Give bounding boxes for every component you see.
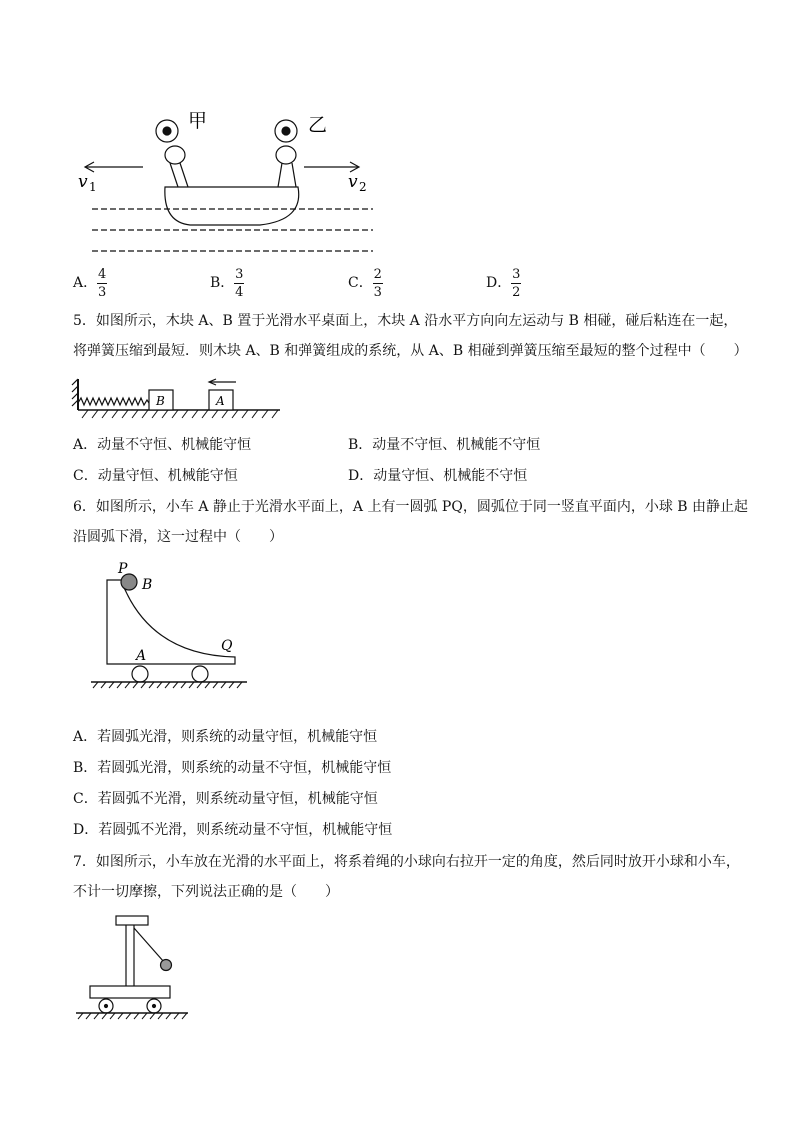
fraction: $\frac{2}{3}$ xyxy=(373,266,382,300)
pole-cap xyxy=(116,916,148,925)
q6-cart-arc-figure xyxy=(85,560,255,692)
person-jia xyxy=(156,120,188,187)
label-b: B xyxy=(142,577,153,593)
cart-base xyxy=(90,986,170,998)
fraction: $\frac{3}{2}$ xyxy=(512,266,521,300)
label-yi: 乙 xyxy=(308,114,328,136)
spring xyxy=(78,398,149,405)
q5-option-b: B．动量不守恒、机械能不守恒 xyxy=(348,437,541,453)
q6-stem-line1: 6．如图所示，小车 A 静止于光滑水平面上，A 上有一圆弧 PQ，圆弧位于同一竖直平面内，小球 B 由静止起 xyxy=(73,499,749,515)
pendulum-ball xyxy=(161,960,172,971)
q7-cart-pendulum-figure xyxy=(70,912,195,1024)
q6-stem-line2: 沿圆弧下滑，这一过程中（ ） xyxy=(73,529,283,545)
q7-stem-line2: 不计一切摩擦，下列说法正确的是（ ） xyxy=(73,884,339,900)
q5-option-d: D．动量守恒、机械能不守恒 xyxy=(348,468,528,484)
q5-spring-blocks-figure xyxy=(68,375,288,423)
q6-option-b: B．若圆弧光滑，则系统的动量不守恒，机械能守恒 xyxy=(73,760,392,776)
pendulum-string xyxy=(134,928,164,962)
q6-option-d: D．若圆弧不光滑，则系统动量不守恒，机械能守恒 xyxy=(73,822,393,838)
label-block-b: B xyxy=(156,394,165,408)
label-jia: 甲 xyxy=(188,110,208,132)
label-v2: v xyxy=(348,172,358,192)
q5-option-a: A．动量不守恒、机械能守恒 xyxy=(73,437,252,453)
q5-option-c: C．动量守恒、机械能守恒 xyxy=(73,468,238,484)
boat xyxy=(165,187,299,225)
label-block-a: A xyxy=(216,394,225,408)
label-v1: v xyxy=(78,172,88,192)
cart-body xyxy=(107,580,235,664)
label-a: A xyxy=(136,648,147,664)
label-v2-sub: 2 xyxy=(359,180,367,194)
q4-option-d: D． $\frac{3}{2}$ xyxy=(486,266,521,300)
q4-boat-figure xyxy=(60,105,390,263)
fraction: $\frac{4}{3}$ xyxy=(97,266,107,300)
fraction: $\frac{3}{4}$ xyxy=(235,266,244,300)
q6-option-a: A．若圆弧光滑，则系统的动量守恒，机械能守恒 xyxy=(73,729,378,745)
q5-stem-line1: 5．如图所示，木块 A、B 置于光滑水平桌面上，木块 A 沿水平方向向左运动与 B 相碰，碰后粘连在一起， xyxy=(73,313,738,329)
wheel-right xyxy=(192,666,208,682)
q5-stem-line2: 将弹簧压缩到最短．则木块 A、B 和弹簧组成的系统，从 A、B 相碰到弹簧压缩至最短的整个过程中（ ） xyxy=(73,343,748,359)
q4-option-b: B． $\frac{3}{4}$ xyxy=(210,266,244,300)
wheel-left xyxy=(132,666,148,682)
q6-option-c: C．若圆弧不光滑，则系统动量守恒，机械能守恒 xyxy=(73,791,378,807)
label-p: P xyxy=(118,561,128,577)
q4-option-a: A． $\frac{4}{3}$ xyxy=(73,266,107,300)
label-v1-sub: 1 xyxy=(89,180,97,194)
person-yi xyxy=(275,120,297,187)
label-q: Q xyxy=(221,638,233,654)
q7-stem-line1: 7．如图所示，小车放在光滑的水平面上，将系着绳的小球向右拉开一定的角度，然后同时放开小球和小车， xyxy=(73,854,740,870)
q4-option-c: C． $\frac{2}{3}$ xyxy=(348,266,382,300)
